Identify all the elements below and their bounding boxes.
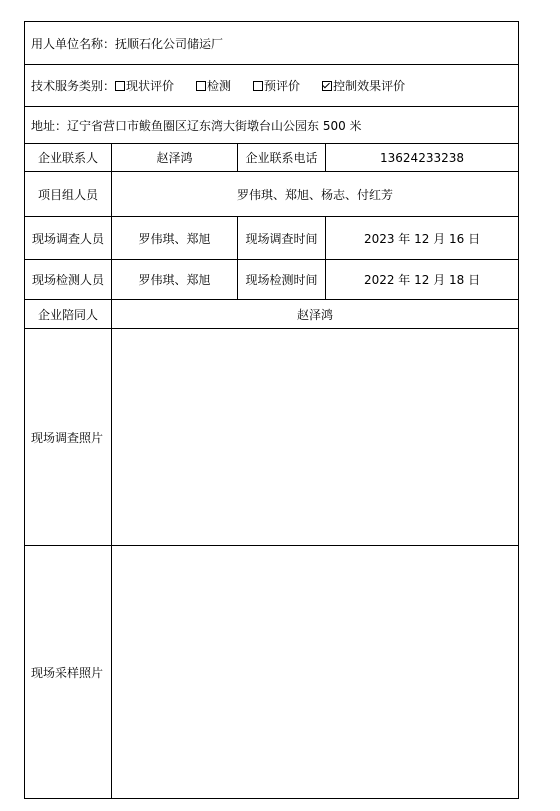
escort-value: 赵泽鸿	[112, 300, 519, 329]
team-label: 项目组人员	[25, 172, 112, 217]
unit-value: 抚顺石化公司储运厂	[115, 36, 224, 51]
sampling-photo-row	[25, 546, 519, 799]
contact-label: 企业联系人	[25, 144, 112, 172]
detect-time-label: 现场检测时间	[238, 260, 326, 300]
survey-staff-label: 现场调查人员	[25, 217, 112, 260]
address-value: 辽宁省营口市鲅鱼圈区辽东湾大街墩台山公园东 500 米	[67, 118, 362, 133]
detect-row	[25, 260, 519, 300]
escort-label: 企业陪同人	[25, 300, 112, 329]
survey-photo-area	[112, 329, 519, 546]
detect-staff-value: 罗伟琪、郑旭	[112, 260, 238, 300]
survey-row	[25, 217, 519, 260]
survey-photo-row	[25, 329, 519, 546]
team-row	[25, 172, 519, 217]
option-control-effect-eval[interactable]	[322, 79, 405, 93]
address-cell	[25, 107, 519, 144]
phone-label: 企业联系电话	[238, 144, 326, 172]
unit-label: 用人单位名称：	[31, 36, 116, 51]
survey-time-label: 现场调查时间	[238, 217, 326, 260]
option-current-eval[interactable]	[115, 79, 174, 93]
checkbox-icon[interactable]	[253, 81, 263, 91]
sampling-photo-area	[112, 546, 519, 799]
checkbox-icon[interactable]	[115, 81, 125, 91]
option-label: 控制效果评价	[333, 79, 406, 93]
detect-staff-label: 现场检测人员	[25, 260, 112, 300]
address-row	[25, 107, 519, 144]
service-row	[25, 65, 519, 107]
unit-row	[25, 22, 519, 65]
survey-time-value: 2023 年 12 月 16 日	[326, 217, 519, 260]
contact-row	[25, 144, 519, 172]
checkbox-icon[interactable]	[196, 81, 206, 91]
option-label: 检测	[207, 79, 232, 93]
contact-value: 赵泽鸿	[112, 144, 238, 172]
team-value: 罗伟琪、郑旭、杨志、付红芳	[112, 172, 519, 217]
unit-cell	[25, 22, 519, 65]
option-label: 预评价	[264, 79, 301, 93]
service-label: 技术服务类别：	[31, 79, 116, 93]
detect-time-value: 2022 年 12 月 18 日	[326, 260, 519, 300]
site-record-form	[24, 21, 519, 799]
survey-photo-label: 现场调查照片	[25, 329, 112, 546]
option-detection[interactable]	[196, 79, 231, 93]
sampling-photo-label: 现场采样照片	[25, 546, 112, 799]
survey-staff-value: 罗伟琪、郑旭	[112, 217, 238, 260]
checked-checkbox-icon[interactable]	[322, 81, 332, 91]
option-pre-eval[interactable]	[253, 79, 300, 93]
escort-row	[25, 300, 519, 329]
address-label: 地址：	[31, 118, 68, 133]
service-cell	[25, 65, 519, 107]
phone-value: 13624233238	[326, 144, 519, 172]
option-label: 现状评价	[126, 79, 175, 93]
